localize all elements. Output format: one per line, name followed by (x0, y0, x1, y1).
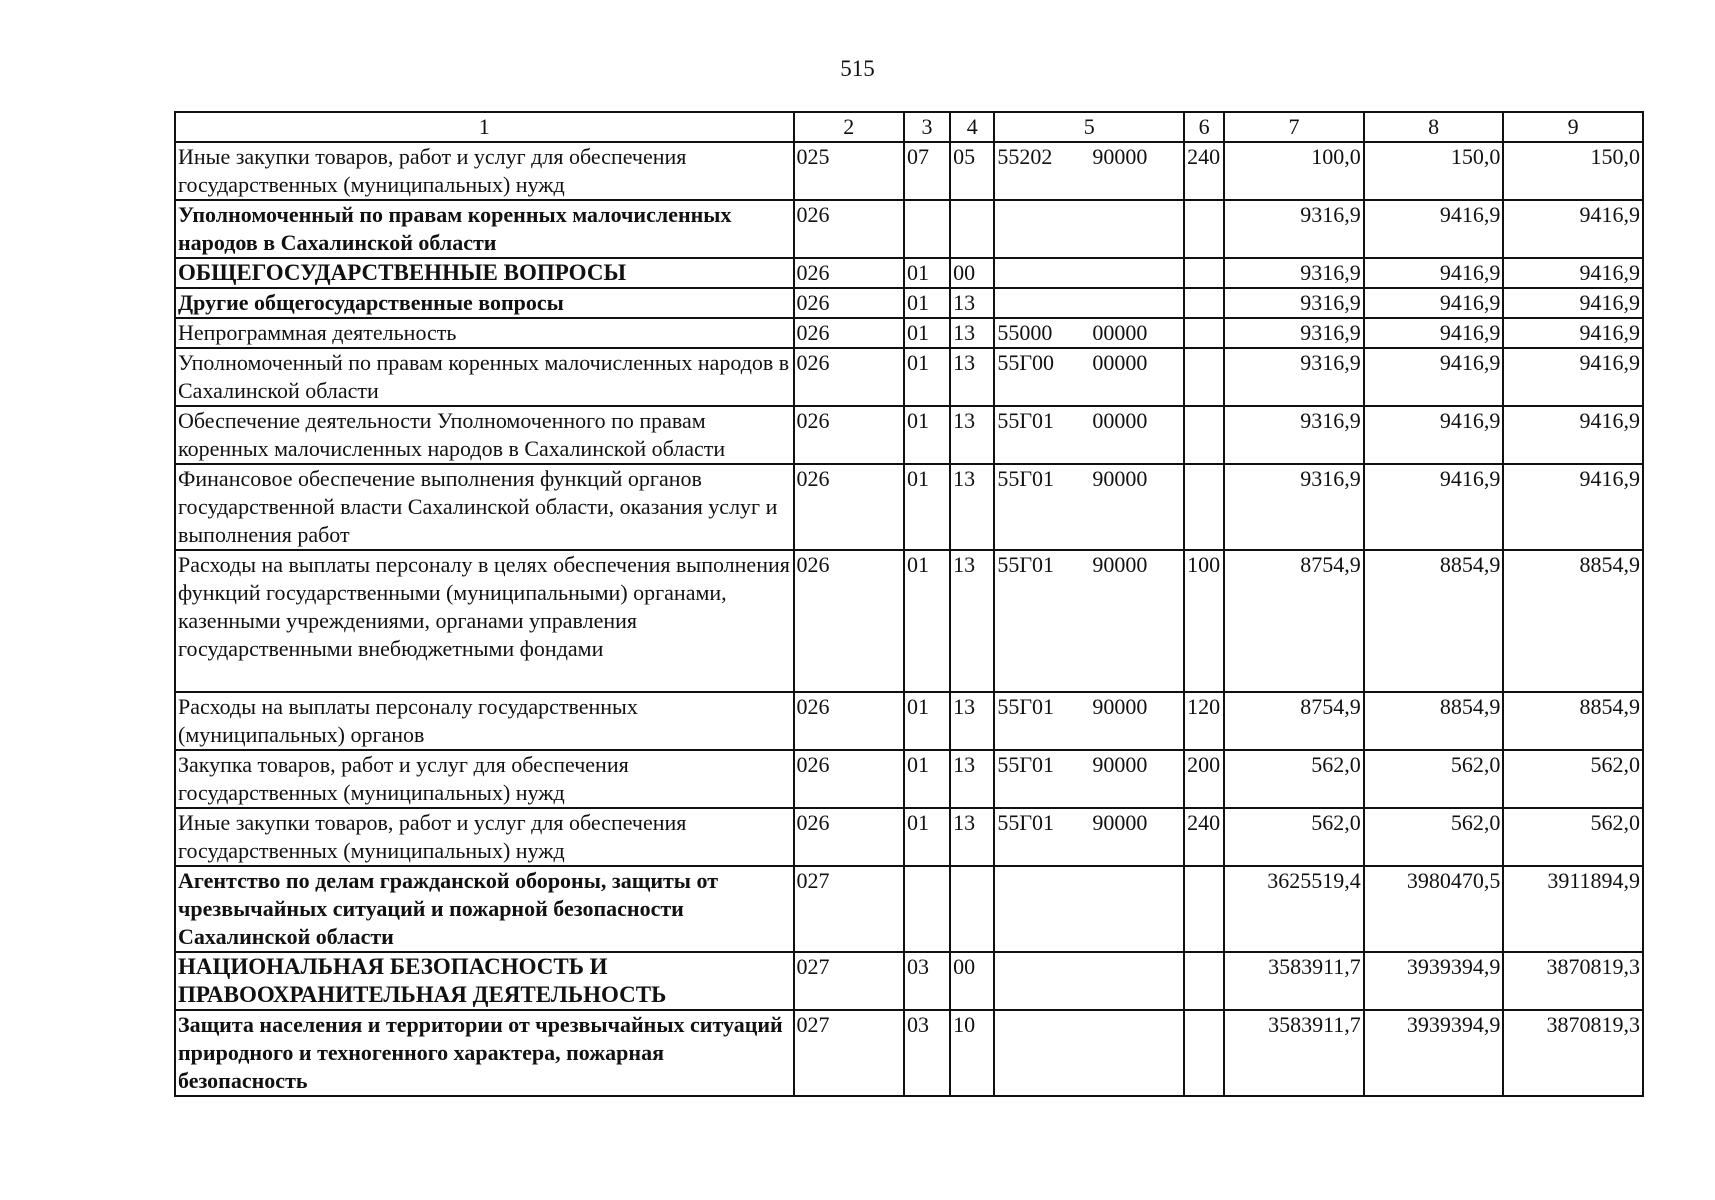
amount-col7: 9316,9 (1224, 464, 1364, 550)
target-article-code: 55Г01 00000 (994, 406, 1184, 464)
section-code: 03 (904, 1010, 950, 1096)
row-name: Расходы на выплаты персоналу в целях обеспечения выполнения функций государственными (муниципальными) органами, казенными учреждениями, органами управления государственными внебюджетными фондами (175, 550, 794, 692)
target-article-code (994, 952, 1184, 1010)
ministry-code: 026 (794, 288, 904, 318)
subsection-code: 13 (950, 406, 994, 464)
amount-col8: 9416,9 (1364, 200, 1504, 258)
amount-col8: 9416,9 (1364, 258, 1504, 288)
target-article-code (994, 1010, 1184, 1096)
amount-col8: 8854,9 (1364, 692, 1504, 750)
expense-type-code: 240 (1184, 808, 1224, 866)
subsection-code: 13 (950, 550, 994, 692)
expense-type-code (1184, 866, 1224, 952)
column-header: 2 (794, 112, 904, 142)
row-name: Финансовое обеспечение выполнения функций органов государственной власти Сахалинской области, оказания услуг и выполнения работ (175, 464, 794, 550)
expense-type-code (1184, 1010, 1224, 1096)
table-row (175, 808, 1643, 866)
table-row (175, 406, 1643, 464)
ministry-code: 027 (794, 952, 904, 1010)
table-row (175, 464, 1643, 550)
section-code: 01 (904, 692, 950, 750)
section-code: 07 (904, 142, 950, 200)
table-row (175, 142, 1643, 200)
amount-col9: 3911894,9 (1503, 866, 1643, 952)
ministry-code: 026 (794, 348, 904, 406)
target-article-code: 55Г01 90000 (994, 464, 1184, 550)
amount-col9: 9416,9 (1503, 348, 1643, 406)
expense-type-code: 200 (1184, 750, 1224, 808)
amount-col7: 9316,9 (1224, 288, 1364, 318)
expense-type-code: 240 (1184, 142, 1224, 200)
subsection-code: 13 (950, 288, 994, 318)
ministry-code: 026 (794, 750, 904, 808)
amount-col9: 3870819,3 (1503, 952, 1643, 1010)
amount-col8: 562,0 (1364, 750, 1504, 808)
amount-col8: 9416,9 (1364, 406, 1504, 464)
table-row (175, 258, 1643, 288)
expense-type-code (1184, 348, 1224, 406)
ministry-code: 026 (794, 318, 904, 348)
table-row (175, 952, 1643, 1010)
subsection-code: 13 (950, 348, 994, 406)
ministry-code: 026 (794, 464, 904, 550)
ministry-code: 026 (794, 808, 904, 866)
section-code: 01 (904, 808, 950, 866)
row-name: Защита населения и территории от чрезвычайных ситуаций природного и техногенного характера, пожарная безопасность (175, 1010, 794, 1096)
target-article-code (994, 258, 1184, 288)
amount-col9: 9416,9 (1503, 200, 1643, 258)
section-code: 01 (904, 288, 950, 318)
amount-col7: 9316,9 (1224, 200, 1364, 258)
subsection-code: 13 (950, 318, 994, 348)
target-article-code: 55Г01 90000 (994, 750, 1184, 808)
amount-col7: 562,0 (1224, 750, 1364, 808)
ministry-code: 026 (794, 406, 904, 464)
target-article-code: 55Г01 90000 (994, 550, 1184, 692)
amount-col9: 9416,9 (1503, 258, 1643, 288)
column-header: 5 (994, 112, 1184, 142)
amount-col7: 8754,9 (1224, 550, 1364, 692)
section-code: 01 (904, 464, 950, 550)
column-header: 6 (1184, 112, 1224, 142)
target-article-code: 55202 90000 (994, 142, 1184, 200)
amount-col9: 8854,9 (1503, 550, 1643, 692)
amount-col9: 9416,9 (1503, 288, 1643, 318)
amount-col7: 9316,9 (1224, 318, 1364, 348)
expense-type-code (1184, 464, 1224, 550)
subsection-code: 13 (950, 808, 994, 866)
amount-col7: 3625519,4 (1224, 866, 1364, 952)
expense-type-code: 120 (1184, 692, 1224, 750)
subsection-code (950, 200, 994, 258)
table-row (175, 318, 1643, 348)
row-name: ОБЩЕГОСУДАРСТВЕННЫЕ ВОПРОСЫ (175, 258, 794, 288)
amount-col8: 9416,9 (1364, 288, 1504, 318)
row-name: Закупка товаров, работ и услуг для обеспечения государственных (муниципальных) нужд (175, 750, 794, 808)
amount-col9: 150,0 (1503, 142, 1643, 200)
subsection-code: 05 (950, 142, 994, 200)
amount-col9: 3870819,3 (1503, 1010, 1643, 1096)
column-header: 8 (1364, 112, 1504, 142)
amount-col8: 150,0 (1364, 142, 1504, 200)
amount-col9: 562,0 (1503, 808, 1643, 866)
ministry-code: 026 (794, 692, 904, 750)
subsection-code: 13 (950, 692, 994, 750)
section-code: 01 (904, 750, 950, 808)
ministry-code: 027 (794, 1010, 904, 1096)
section-code: 01 (904, 258, 950, 288)
amount-col9: 9416,9 (1503, 406, 1643, 464)
section-code (904, 200, 950, 258)
amount-col7: 9316,9 (1224, 406, 1364, 464)
target-article-code (994, 288, 1184, 318)
amount-col8: 8854,9 (1364, 550, 1504, 692)
amount-col8: 9416,9 (1364, 348, 1504, 406)
target-article-code: 55000 00000 (994, 318, 1184, 348)
row-name: Расходы на выплаты персоналу государственных (муниципальных) органов (175, 692, 794, 750)
ministry-code: 026 (794, 550, 904, 692)
expense-type-code (1184, 406, 1224, 464)
expense-type-code (1184, 258, 1224, 288)
target-article-code (994, 866, 1184, 952)
row-name: Иные закупки товаров, работ и услуг для обеспечения государственных (муниципальных) нужд (175, 808, 794, 866)
amount-col9: 8854,9 (1503, 692, 1643, 750)
subsection-code: 00 (950, 952, 994, 1010)
amount-col8: 9416,9 (1364, 318, 1504, 348)
table-row (175, 550, 1643, 692)
section-code: 01 (904, 348, 950, 406)
expense-type-code (1184, 952, 1224, 1010)
section-code: 03 (904, 952, 950, 1010)
subsection-code: 10 (950, 1010, 994, 1096)
page-number: 515 (840, 56, 875, 81)
subsection-code: 13 (950, 750, 994, 808)
expense-type-code: 100 (1184, 550, 1224, 692)
table-row (175, 200, 1643, 258)
amount-col7: 3583911,7 (1224, 1010, 1364, 1096)
table-row (175, 692, 1643, 750)
column-header: 7 (1224, 112, 1364, 142)
column-header: 3 (904, 112, 950, 142)
column-header: 1 (175, 112, 794, 142)
amount-col9: 9416,9 (1503, 464, 1643, 550)
table-row (175, 288, 1643, 318)
amount-col8: 9416,9 (1364, 464, 1504, 550)
row-name: Уполномоченный по правам коренных малочисленных народов в Сахалинской области (175, 200, 794, 258)
row-name: Иные закупки товаров, работ и услуг для обеспечения государственных (муниципальных) нужд (175, 142, 794, 200)
column-header: 9 (1503, 112, 1643, 142)
table-row (175, 1010, 1643, 1096)
section-code: 01 (904, 406, 950, 464)
row-name: Агентство по делам гражданской обороны, защиты от чрезвычайных ситуаций и пожарной безопасности Сахалинской области (175, 866, 794, 952)
row-name: Другие общегосударственные вопросы (175, 288, 794, 318)
row-name: Уполномоченный по правам коренных малочисленных народов в Сахалинской области (175, 348, 794, 406)
table-row (175, 866, 1643, 952)
row-name: НАЦИОНАЛЬНАЯ БЕЗОПАСНОСТЬ И ПРАВООХРАНИТЕЛЬНАЯ ДЕЯТЕЛЬНОСТЬ (175, 952, 794, 1010)
row-name: Обеспечение деятельности Уполномоченного по правам коренных малочисленных народов в Сахалинской области (175, 406, 794, 464)
ministry-code: 025 (794, 142, 904, 200)
subsection-code (950, 866, 994, 952)
amount-col9: 9416,9 (1503, 318, 1643, 348)
expense-type-code (1184, 200, 1224, 258)
target-article-code: 55Г00 00000 (994, 348, 1184, 406)
expense-type-code (1184, 318, 1224, 348)
table-row (175, 750, 1643, 808)
amount-col7: 8754,9 (1224, 692, 1364, 750)
amount-col8: 3980470,5 (1364, 866, 1504, 952)
amount-col7: 562,0 (1224, 808, 1364, 866)
table-header-row (175, 112, 1643, 142)
amount-col7: 100,0 (1224, 142, 1364, 200)
section-code (904, 866, 950, 952)
ministry-code: 027 (794, 866, 904, 952)
row-name: Непрограммная деятельность (175, 318, 794, 348)
amount-col8: 3939394,9 (1364, 1010, 1504, 1096)
amount-col9: 562,0 (1503, 750, 1643, 808)
target-article-code: 55Г01 90000 (994, 692, 1184, 750)
section-code: 01 (904, 550, 950, 692)
budget-table (174, 111, 1644, 1097)
section-code: 01 (904, 318, 950, 348)
target-article-code (994, 200, 1184, 258)
target-article-code: 55Г01 90000 (994, 808, 1184, 866)
ministry-code: 026 (794, 258, 904, 288)
amount-col7: 3583911,7 (1224, 952, 1364, 1010)
table-row (175, 348, 1643, 406)
amount-col8: 562,0 (1364, 808, 1504, 866)
subsection-code: 00 (950, 258, 994, 288)
amount-col7: 9316,9 (1224, 348, 1364, 406)
amount-col7: 9316,9 (1224, 258, 1364, 288)
expense-type-code (1184, 288, 1224, 318)
ministry-code: 026 (794, 200, 904, 258)
amount-col8: 3939394,9 (1364, 952, 1504, 1010)
subsection-code: 13 (950, 464, 994, 550)
column-header: 4 (950, 112, 994, 142)
